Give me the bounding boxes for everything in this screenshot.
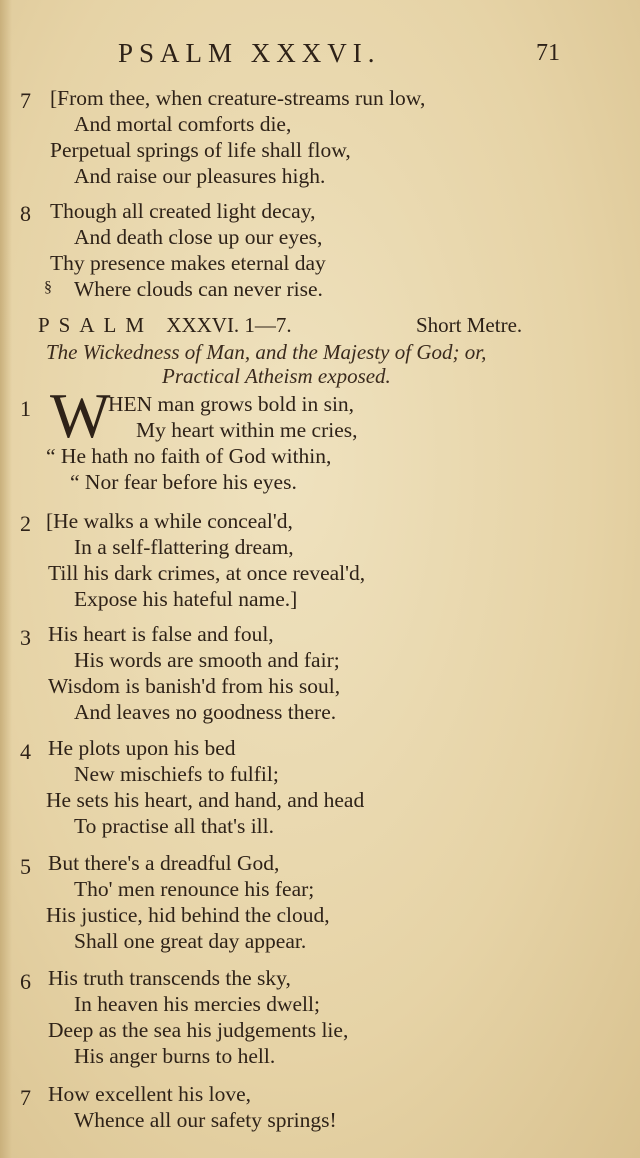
stanza-line: Wisdom is banish'd from his soul, bbox=[48, 674, 341, 698]
stanza-line: New mischiefs to fulfil; bbox=[74, 762, 279, 786]
psalm-subtitle: Practical Atheism exposed. bbox=[162, 364, 391, 388]
psalm-numeral: XXXVI. 1—7. bbox=[166, 313, 292, 337]
stanza-line: Though all created light decay, bbox=[50, 199, 316, 223]
stanza-line: And death close up our eyes, bbox=[74, 225, 323, 249]
page-header bbox=[0, 38, 640, 78]
stanza-line: His words are smooth and fair; bbox=[74, 648, 340, 672]
page-number: 71 bbox=[536, 40, 560, 66]
stanza-number: 5 bbox=[20, 854, 31, 879]
stanza-line: “ He hath no faith of God within, bbox=[46, 444, 332, 468]
psalm-metre: Short Metre. bbox=[416, 313, 523, 337]
stanza-number: 3 bbox=[20, 625, 31, 650]
stanza-number: 6 bbox=[20, 969, 31, 994]
stanza-line: His truth transcends the sky, bbox=[48, 966, 291, 990]
stanza-line: His anger burns to hell. bbox=[74, 1044, 276, 1068]
stanza-line: “ Nor fear before his eyes. bbox=[70, 470, 297, 494]
stanza-line: Till his dark crimes, at once reveal'd, bbox=[48, 561, 366, 585]
stanza-line: In heaven his mercies dwell; bbox=[74, 992, 320, 1016]
stanza-line: Perpetual springs of life shall flow, bbox=[50, 138, 351, 162]
page-gutter-shadow bbox=[0, 0, 12, 1158]
psalm-subtitle: The Wickedness of Man, and the Majesty of God; or, bbox=[46, 340, 487, 364]
stanza-line: But there's a dreadful God, bbox=[48, 851, 280, 875]
stanza-number: 7 bbox=[20, 1085, 31, 1110]
stanza-line: Deep as the sea his judgements lie, bbox=[48, 1018, 349, 1042]
section-mark: § bbox=[44, 279, 52, 296]
stanza-number: 7 bbox=[20, 88, 31, 113]
stanza-line: [From thee, when creature-streams run low, bbox=[50, 86, 426, 110]
stanza-line: And raise our pleasures high. bbox=[74, 164, 326, 188]
stanza-number: 1 bbox=[20, 396, 31, 421]
stanza-line: How excellent his love, bbox=[48, 1082, 252, 1106]
stanza-line: Whence all our safety springs! bbox=[74, 1108, 337, 1132]
drop-cap: W bbox=[50, 380, 111, 451]
stanza-line: And leaves no goodness there. bbox=[74, 700, 337, 724]
running-title: PSALM XXXVI. bbox=[118, 38, 381, 68]
stanza-line: [He walks a while conceal'd, bbox=[46, 509, 293, 533]
stanza-line: His heart is false and foul, bbox=[48, 622, 274, 646]
stanza-number: 2 bbox=[20, 511, 31, 536]
stanza-line: Shall one great day appear. bbox=[74, 929, 307, 953]
stanza-line: Expose his hateful name.] bbox=[74, 587, 298, 611]
stanza-line: And mortal comforts die, bbox=[74, 112, 292, 136]
stanza-number: 8 bbox=[20, 201, 31, 226]
stanza-line: To practise all that's ill. bbox=[74, 814, 274, 838]
psalm-heading bbox=[38, 313, 638, 338]
psalm-label: PSALM bbox=[38, 313, 154, 337]
stanza-line: In a self-flattering dream, bbox=[74, 535, 294, 559]
stanza-line: He sets his heart, and hand, and head bbox=[46, 788, 365, 812]
stanza-line: Thy presence makes eternal day bbox=[50, 251, 326, 275]
stanza-line: HEN man grows bold in sin, bbox=[108, 392, 355, 416]
stanza-line: He plots upon his bed bbox=[48, 736, 236, 760]
stanza-number: 4 bbox=[20, 739, 31, 764]
stanza-line: Where clouds can never rise. bbox=[74, 277, 323, 301]
stanza-line: Tho' men renounce his fear; bbox=[74, 877, 315, 901]
stanza-line: His justice, hid behind the cloud, bbox=[46, 903, 330, 927]
stanza-line: My heart within me cries, bbox=[136, 418, 358, 442]
